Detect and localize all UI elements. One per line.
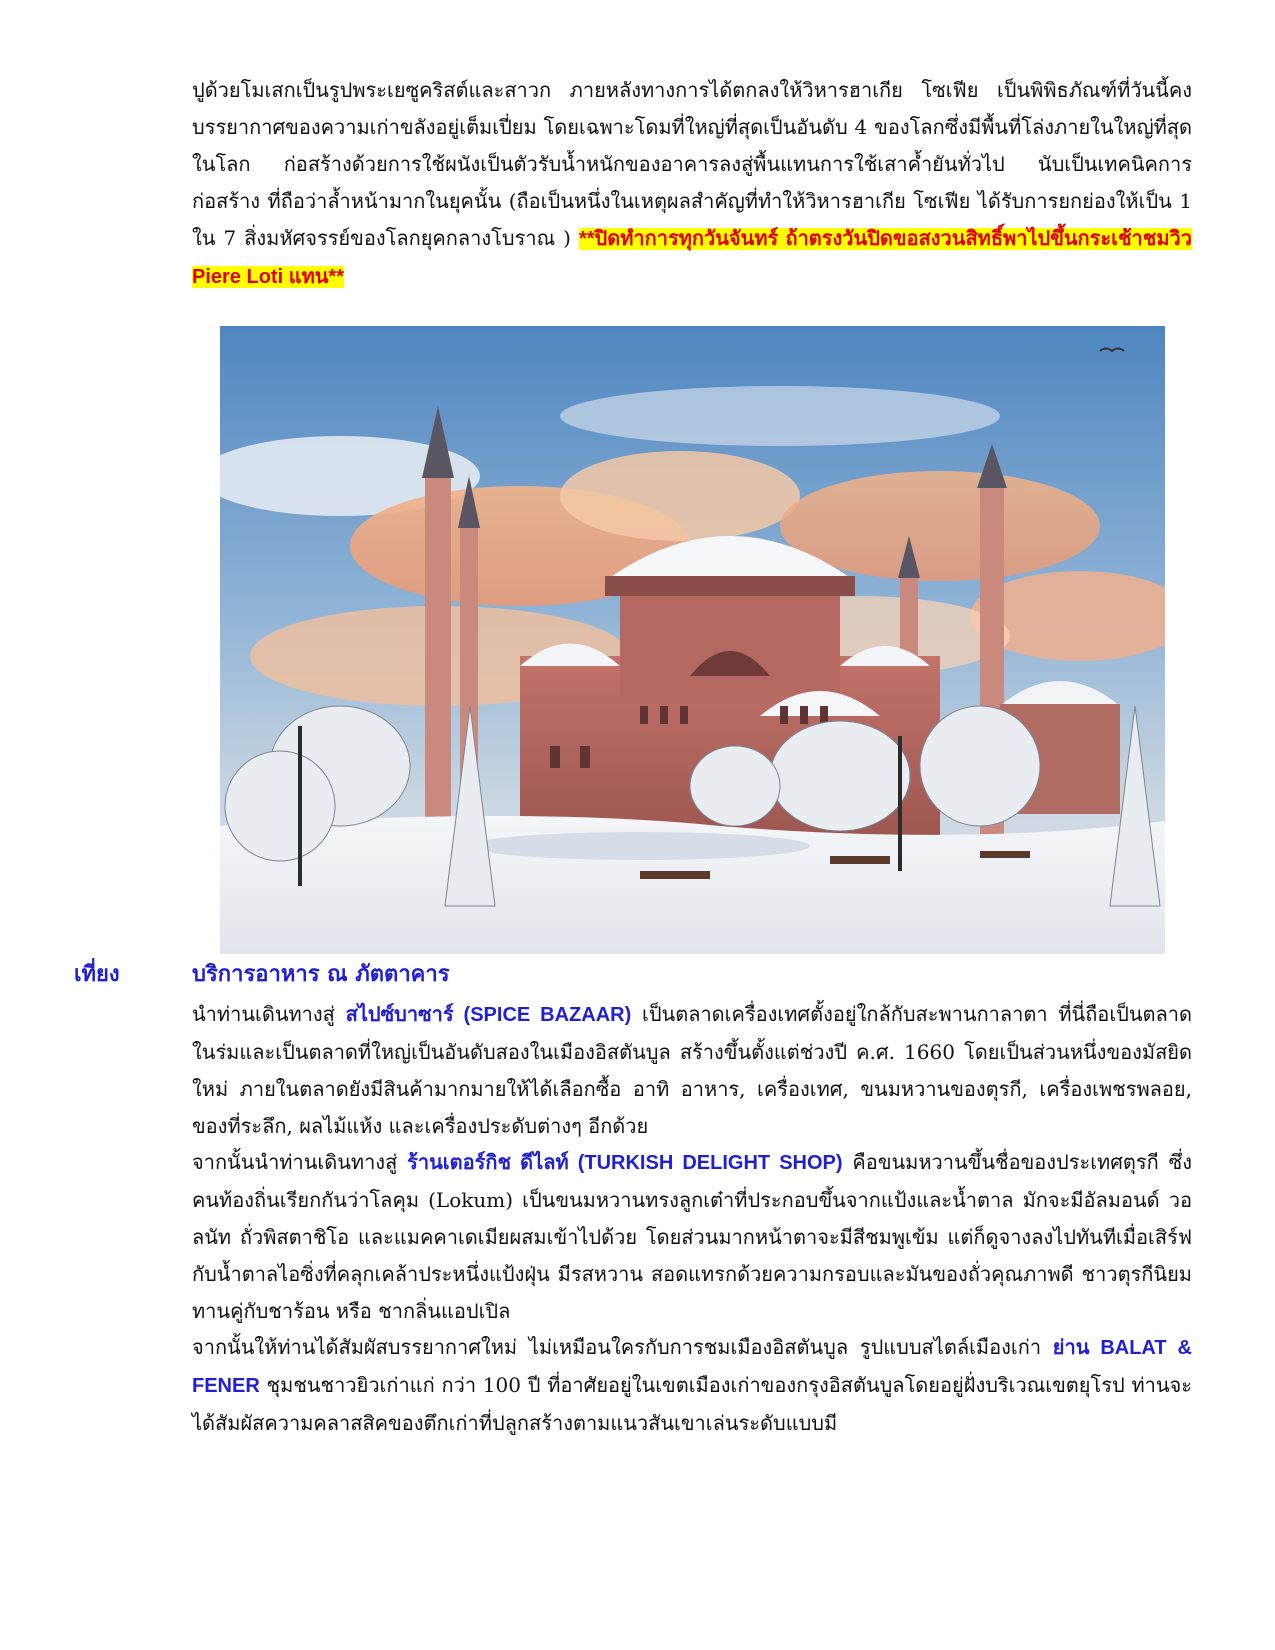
- turkish-delight-paragraph: [192, 1144, 1192, 1330]
- turkish-delight-text: คือขนมหวานขึ้นชื่อของประเทศตุรกี ซึ่งคนท้องถิ่นเรียกกันว่าโลคุม (Lokum) เป็นขนมหวานทรงลูกเต๋าที่ประกอบขึ้นจากแป้งและน้ำตาล มักจะมีอัลมอนด์ วอลนัท ถั่วพิสตาชิโอ และแมคคาเดเมียผสมเข้าไปด้วย โดยส่วนมากหน้าตาจะมีสีชมพูเข้ม แต่ก็ดูจางลงไปทันทีเมื่อเสิร์ฟกับน้ำตาลไอซิ่งที่คลุกเคล้าประหนึ่งแป้งฝุ่น มีรสหวาน สอดแทรกด้วยความกรอบและมันของถั่วคุณภาพดี ชาวตุรกีนิยมทานคู่กับชาร้อน หรือ ชากลิ่นแอปเปิล: [192, 1150, 1192, 1323]
- balat-fener-intro: จากนั้นให้ท่านได้สัมผัสบรรยากาศใหม่ ไม่เหมือนใครกับการชมเมืองอิสตันบูล รูปแบบสไตล์เมืองเก่า: [192, 1335, 1053, 1359]
- turkish-delight-intro: จากนั้นนำท่านเดินทางสู่: [192, 1150, 408, 1174]
- hagia-sophia-text: ปูด้วยโมเสกเป็นรูปพระเยซูคริสต์และสาวก ภายหลังทางการได้ตกลงให้วิหารฮาเกีย โซเฟีย เป็นพิพิธภัณฑ์ที่วันนี้คงบรรยากาศของความเก่าขลังอยู่เต็มเปี่ยม โดยเฉพาะโดมที่ใหญ่ที่สุดเป็นอันดับ 4 ของโลกซึ่งมีพื้นที่โล่งภายในใหญ่ที่สุดในโลก ก่อสร้างด้วยการใช้ผนังเป็นตัวรับน้ำหนักของอาคารลงสู่พื้นแทนการใช้เสาค้ำยันทั่วไป นับเป็นเทคนิคการก่อสร้าง ที่ถือว่าล้ำหน้ามากในยุคนั้น (ถือเป็นหนึ่งในเหตุผลสำคัญที่ทำให้วิหารฮาเกีย โซเฟีย ได้รับการยกย่องให้เป็น 1 ใน 7 สิ่งมหัศจรรย์ของโลกยุคกลางโบราณ ): [192, 78, 1192, 250]
- hagia-sophia-photo: [220, 326, 1165, 954]
- lunch-time-label: เที่ยง: [74, 961, 120, 987]
- balat-fener-paragraph: [192, 1329, 1192, 1442]
- turkish-delight-name: ร้านเตอร์กิช ดีไลท์ (TURKISH DELIGHT SHOP): [407, 1152, 843, 1174]
- closing-day-notice: **ปิดทำการทุกวันจันทร์ ถ้าตรงวันปิดขอสงวนสิทธิ์พาไปขึ้นกระเช้าชมวิว Piere Loti แทน**: [192, 228, 1193, 288]
- spice-bazaar-text: เป็นตลาดเครื่องเทศตั้งอยู่ใกล้กับสะพานกาลาตา ที่นี่ถือเป็นตลาดในร่มและเป็นตลาดที่ใหญ่เป็นอันดับสองในเมืองอิสตันบูล สร้างขึ้นตั้งแต่ช่วงปี ค.ศ. 1660 โดยเป็นส่วนหนึ่งของมัสยิดใหม่ ภายในตลาดยังมีสินค้ามากมายให้ได้เลือกซื้อ อาทิ อาหาร, เครื่องเทศ, ขนมหวานของตุรกี, เครื่องเพชรพลอย, ของที่ระลึก, ผลไม้แห้ง และเครื่องประดับต่างๆ อีกด้วย: [192, 1002, 1192, 1138]
- hagia-sophia-paragraph: [192, 72, 1192, 296]
- spice-bazaar-intro: นำท่านเดินทางสู่: [192, 1002, 346, 1026]
- spice-bazaar-name: สไปซ์บาซาร์ (SPICE BAZAAR): [345, 1004, 632, 1026]
- balat-fener-name: ย่าน BALAT & FENER: [192, 1337, 1192, 1397]
- spice-bazaar-paragraph: [192, 996, 1192, 1145]
- balat-fener-text: ชุมชนชาวยิวเก่าแก่ กว่า 100 ปี ที่อาศัยอยู่ในเขตเมืองเก่าของกรุงอิสตันบูลโดยอยู่ฝั่งบริเวณเขตยุโรป ท่านจะได้สัมผัสความคลาสสิคของตึกเก่าที่ปลูกสร้างตามแนวสันเขาเล่นระดับแบบมี: [192, 1373, 1192, 1435]
- lunch-heading: บริการอาหาร ณ ภัตตาคาร: [192, 961, 450, 987]
